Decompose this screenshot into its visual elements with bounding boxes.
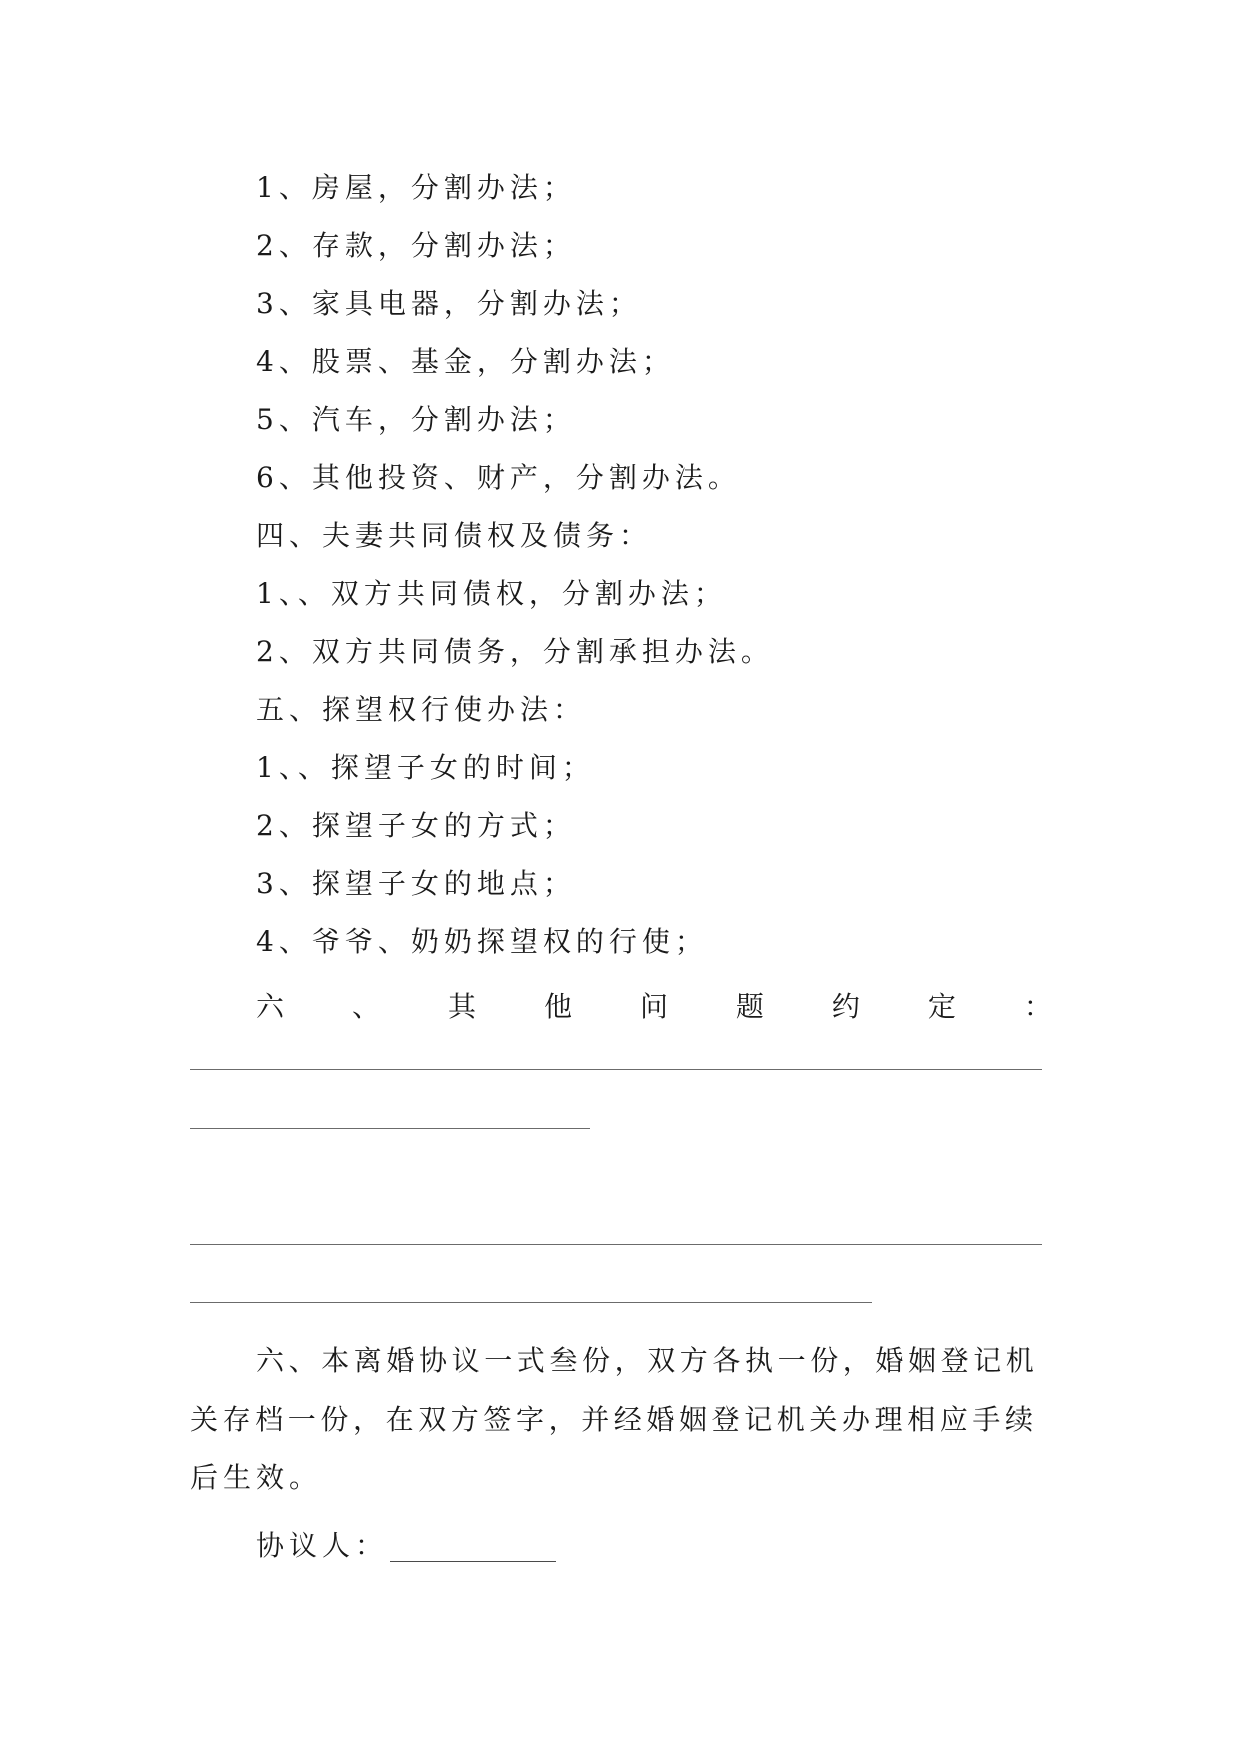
section4-heading: 四、夫妻共同债权及债务： bbox=[256, 519, 653, 552]
property-item-3: 3、家具电器，分割办法； bbox=[256, 287, 642, 320]
section5-item-4: 4、爷爷、奶奶探望权的行使； bbox=[256, 925, 708, 958]
section6-heading-char: 问 bbox=[639, 990, 668, 1023]
section5-item-2: 2、探望子女的方式； bbox=[256, 809, 576, 842]
clause-line-2: 关存档一份，在双方签字，并经婚姻登记机关办理相应手续 bbox=[190, 1403, 1038, 1436]
blank-line-3 bbox=[190, 1244, 1042, 1245]
section4-item-2: 2、双方共同债务，分割承担办法。 bbox=[256, 635, 774, 668]
section6-heading-char: 他 bbox=[543, 990, 572, 1023]
property-item-1: 1、房屋，分割办法； bbox=[256, 171, 576, 204]
section6-heading-char: 定 bbox=[927, 990, 956, 1023]
section5-item-1: 1、、探望子女的时间； bbox=[256, 751, 595, 784]
section5-item-3: 3、探望子女的地点； bbox=[256, 867, 576, 900]
clause-line-1: 六、本离婚协议一式叁份，双方各执一份，婚姻登记机 bbox=[256, 1344, 1039, 1377]
section6-heading-char: 其 bbox=[447, 990, 476, 1023]
section6-heading-char: 六 bbox=[256, 990, 285, 1023]
section6-heading-char: 、 bbox=[351, 990, 380, 1023]
section6-heading-char: ： bbox=[1023, 990, 1052, 1023]
signature-label: 协议人： bbox=[256, 1529, 389, 1562]
property-item-2: 2、存款，分割办法； bbox=[256, 229, 576, 262]
property-item-5: 5、汽车，分割办法； bbox=[256, 403, 576, 436]
section5-heading: 五、探望权行使办法： bbox=[256, 693, 587, 726]
section4-item-1: 1、、双方共同债权，分割办法； bbox=[256, 577, 727, 610]
property-item-6: 6、其他投资、财产，分割办法。 bbox=[256, 461, 741, 494]
blank-line-4 bbox=[190, 1302, 872, 1303]
property-item-4: 4、股票、基金，分割办法； bbox=[256, 345, 675, 378]
section6-heading-char: 约 bbox=[831, 990, 860, 1023]
section6-heading-char: 题 bbox=[735, 990, 764, 1023]
blank-line-1 bbox=[190, 1069, 1042, 1070]
section6-heading bbox=[256, 987, 1052, 1027]
blank-line-2 bbox=[190, 1128, 590, 1129]
signature-blank bbox=[390, 1561, 556, 1562]
clause-line-3: 后生效。 bbox=[190, 1461, 323, 1494]
